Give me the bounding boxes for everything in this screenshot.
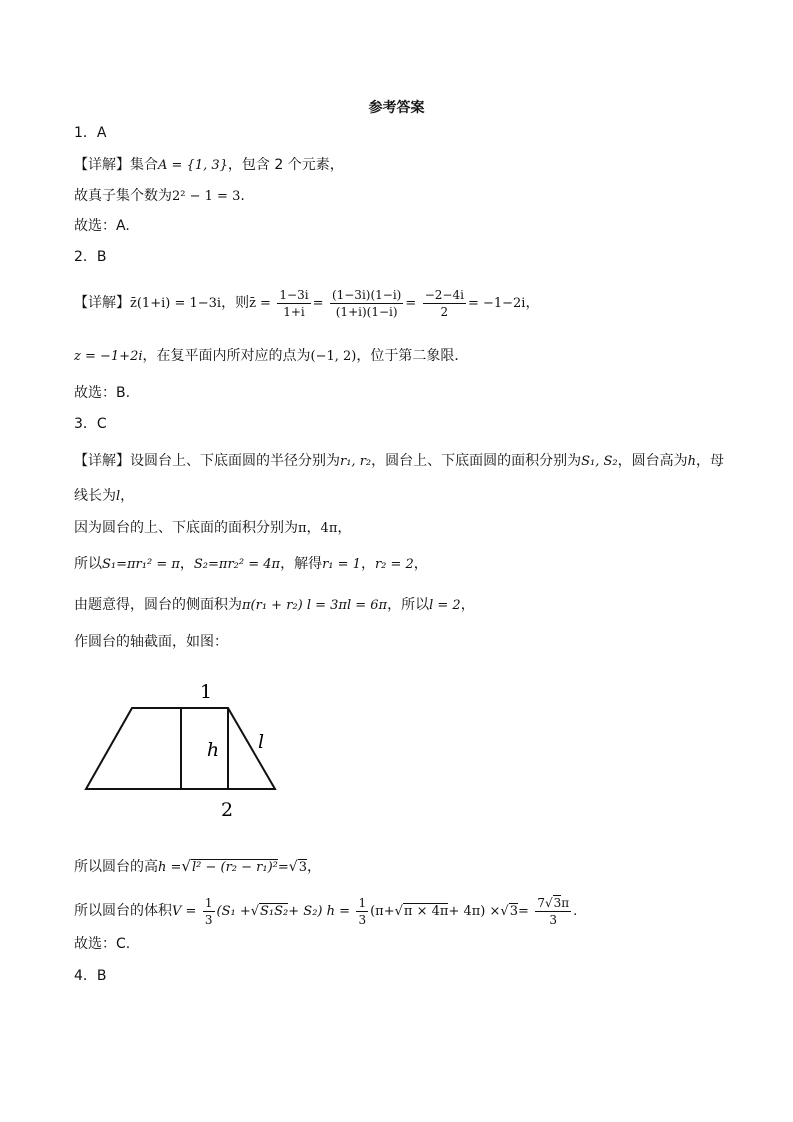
q3-number: 3．C: [74, 416, 107, 432]
q2-fraction-3: $\frac{-2-4i}{2}$: [424, 287, 464, 319]
top-base-label: 1: [199, 681, 213, 703]
q2-fraction-1: $\frac{1-3i}{1+i}$: [279, 287, 309, 319]
q2-line2: z = −1+2i，在复平面内所对应的点为(−1, 2)，位于第二象限．: [74, 348, 469, 364]
page-title: 参考答案: [368, 100, 425, 116]
q3-line6: 作圆台的轴截面，如图：: [74, 634, 228, 650]
q3-line4: 所以S₁=πr₁² = π，S₂=πr₂² = 4π，解得r₁ = 1，r₂ = 2，: [74, 556, 428, 572]
slant-label: l: [257, 731, 265, 753]
q1-line1: 【详解】集合A = {1, 3}，包含 2 个元素，: [74, 157, 344, 173]
one-third-fraction-2: $\frac{1}{3}$: [358, 895, 367, 927]
q3-line3: 因为圆台的上、下底面的面积分别为π，4π，: [74, 520, 352, 536]
bottom-base-label: 2: [220, 799, 234, 820]
q4-number: 4．B: [74, 968, 107, 984]
q3-answer: 故选：C.: [74, 936, 131, 952]
q3-line1: 【详解】设圆台上、下底面圆的半径分别为r₁, r₂，圆台上、下底面圆的面积分别为S₁, S₂，圆台高为h，母: [74, 453, 724, 469]
one-third-fraction: $\frac{1}{3}$: [204, 895, 213, 927]
q1-number: 1．A: [74, 125, 107, 141]
q3-line5: 由题意得，圆台的侧面积为π(r₁ + r₂) l = 3πl = 6π，所以l = 2，: [74, 597, 475, 613]
q3-line7: 所以圆台的高h =√l² − (r₂ − r₁)²=√3，: [74, 857, 321, 875]
q2-fraction-2: $\frac{(1-3i)(1-i)}{(1+i)(1-i)}$: [331, 287, 402, 319]
q2-answer: 故选：B.: [74, 385, 131, 401]
q2-line1: 【详解】z̄(1+i) = 1−3i，则z̄ = $\frac{1-3i}{1+i}$ = $\frac{(1-3i)(1-i)}{(1+i)(1-i)}$ = $\frac{-2-4i}{2}$ = −1−2i，: [74, 287, 540, 319]
q3-line2: 线长为l，: [74, 488, 135, 504]
volume-result-fraction: $\frac{7√3\pi}{3}$: [537, 895, 570, 927]
height-label: h: [206, 739, 220, 761]
q2-number: 2．B: [74, 249, 107, 265]
q1-line2: 故真子集个数为2² − 1 = 3.: [74, 188, 245, 204]
q1-answer: 故选：A.: [74, 218, 130, 234]
frustum-cross-section-figure: [80, 678, 290, 820]
q3-line8: 所以圆台的体积V = $\frac{1}{3}$ (S₁ +√S₁S₂+ S₂) h = $\frac{1}{3}$ (π+√π × 4π+ 4π) ×√3= $\frac{7√3\pi}{3}$ .: [74, 895, 578, 927]
